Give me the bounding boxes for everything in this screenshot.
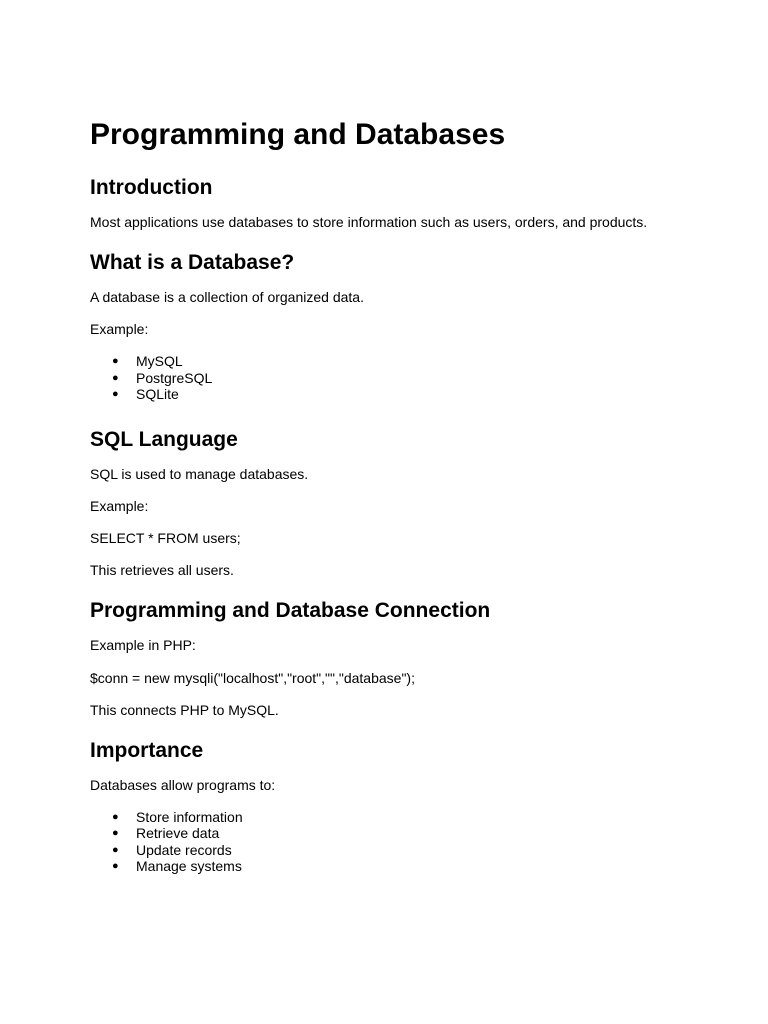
section-what-is-database [90,250,730,403]
list-item: ● Update records [112,842,730,859]
php-code-example: $conn = new mysqli("localhost","root","","database"); [90,669,415,686]
heading-sql-language: SQL Language [90,427,238,451]
list-item: ● PostgreSQL [112,370,730,387]
heading-what-is-database: What is a Database? [90,250,295,274]
list-item: ● Retrieve data [112,825,730,842]
heading-introduction: Introduction [90,175,213,199]
sql-explanation: This retrieves all users. [90,562,234,579]
document-title: Programming and Databases [90,118,506,151]
database-examples-list [90,353,730,403]
section-importance [90,738,730,875]
section-introduction [90,175,730,230]
list-item: ● SQLite [112,386,730,403]
what-is-database-text: A database is a collection of organized data. [90,288,364,305]
introduction-text: Most applications use databases to store information such as users, orders, and products. [90,213,648,230]
section-sql-language [90,427,730,579]
heading-importance: Importance [90,738,204,762]
connection-explanation: This connects PHP to MySQL. [90,701,279,718]
list-item: ● Store information [112,809,730,826]
sql-code-example: SELECT * FROM users; [90,530,241,547]
sql-example-label: Example: [90,497,149,514]
what-is-database-example-label: Example: [90,321,149,338]
list-item: ● Manage systems [112,858,730,875]
importance-text: Databases allow programs to: [90,776,276,793]
connection-example-label: Example in PHP: [90,637,196,654]
sql-language-text: SQL is used to manage databases. [90,465,309,482]
importance-list [90,809,730,875]
heading-connection: Programming and Database Connection [90,599,491,623]
list-item: ● MySQL [112,353,730,370]
section-connection [90,598,730,717]
document-page [90,118,730,899]
